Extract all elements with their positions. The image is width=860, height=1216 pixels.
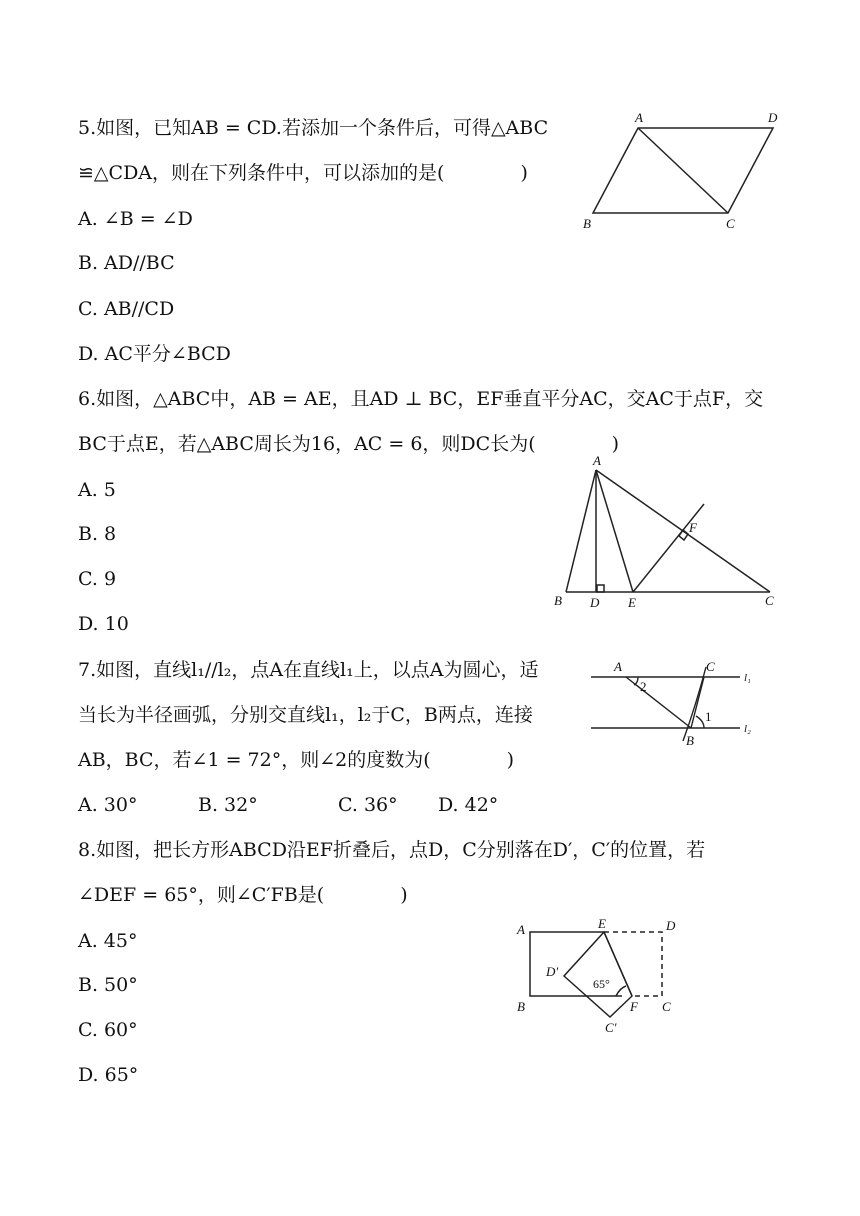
q8-label-d-prime: D′: [546, 964, 559, 979]
q5-diagonal-ac: [638, 128, 728, 213]
q8-stem-line2: ∠DEF = 65°，则∠C′FB是( ): [78, 884, 408, 906]
q7-arc: [683, 667, 706, 741]
q8-label-b: B: [517, 999, 525, 1014]
q7-label-a: A: [614, 659, 622, 674]
q6-triangle-figure: [548, 452, 783, 612]
q8-angle-mark: [616, 986, 626, 996]
q6-option-c[interactable]: C. 9: [78, 568, 117, 590]
q5-label-b: B: [583, 216, 591, 231]
q7-option-d[interactable]: D. 42°: [438, 794, 499, 816]
q8-stem-line1: 8.如图，把长方形ABCD沿EF折叠后，点D，C分别落在D′，C′的位置，若: [78, 839, 706, 861]
q8-folded-rectangle-figure: [512, 914, 687, 1049]
q7-label-2: 2: [640, 679, 647, 694]
q6-stem-line1: 6.如图，△ABC中，AB = AE，且AD ⊥ BC，EF垂直平分AC，交AC于点F，交: [78, 388, 764, 410]
q7-angle-1-mark: [696, 716, 704, 728]
q5-parallelogram-figure: [578, 108, 788, 233]
q6-option-d[interactable]: D. 10: [78, 613, 129, 635]
q7-option-c[interactable]: C. 36°: [338, 794, 398, 816]
q8-option-b[interactable]: B. 50°: [78, 974, 138, 996]
q7-label-b: B: [686, 733, 694, 745]
q6-stem-line2: BC于点E，若△ABC周长为16，AC = 6，则DC长为( ): [78, 433, 620, 455]
q7-stem-line3: AB，BC，若∠1 = 72°，则∠2的度数为( ): [78, 749, 515, 771]
q6-label-e: E: [628, 595, 636, 610]
q8-label-c: C: [662, 999, 671, 1014]
q7-segment-bc: [691, 677, 704, 728]
q5-label-d: D: [768, 110, 778, 125]
q8-label-65deg: 65°: [593, 977, 610, 991]
q7-stem-line2: 当长为半径画弧，分别交直线l₁，l₂于C，B两点，连接: [78, 704, 533, 726]
q6-option-b[interactable]: B. 8: [78, 523, 117, 545]
q7-option-a[interactable]: A. 30°: [78, 794, 138, 816]
q6-label-c: C: [765, 593, 774, 608]
q5-option-b[interactable]: B. AD//BC: [78, 252, 175, 274]
q8-label-a: A: [517, 922, 525, 937]
q8-dashed-right-part: [604, 932, 662, 996]
q5-option-c[interactable]: C. AB//CD: [78, 298, 175, 320]
q7-label-c: C: [706, 659, 715, 674]
q6-label-d: D: [590, 595, 600, 610]
q7-options-row: [78, 792, 498, 818]
q6-segment-ae: [596, 470, 633, 592]
q6-label-b: B: [554, 593, 562, 608]
q8-label-e: E: [598, 916, 606, 931]
q7-label-1: 1: [705, 709, 712, 724]
q7-stem-line1: 7.如图，直线l₁//l₂，点A在直线l₁上，以点A为圆心，适: [78, 659, 539, 681]
q5-option-d[interactable]: D. AC平分∠BCD: [78, 343, 231, 365]
q7-option-b[interactable]: B. 32°: [198, 794, 258, 816]
q8-option-a[interactable]: A. 45°: [78, 930, 138, 952]
q6-option-a[interactable]: A. 5: [78, 479, 116, 501]
q5-stem-line1: 5.如图，已知AB = CD.若添加一个条件后，可得△ABC: [78, 117, 549, 139]
q8-option-d[interactable]: D. 65°: [78, 1064, 139, 1086]
q8-label-c-prime: C′: [605, 1020, 617, 1035]
q7-label-l2: l₂: [744, 723, 751, 735]
q8-label-f: F: [630, 999, 638, 1014]
q6-right-angle-d: [597, 585, 604, 592]
q6-label-f: F: [689, 520, 697, 535]
q8-label-d: D: [666, 918, 676, 933]
q7-parallel-lines-figure: [588, 655, 760, 745]
q6-side-ab: [566, 470, 596, 592]
q5-label-a: A: [635, 110, 643, 125]
q6-bisector-ef: [633, 504, 704, 592]
q5-option-a[interactable]: A. ∠B = ∠D: [78, 208, 193, 230]
q6-label-a: A: [593, 453, 601, 468]
q5-label-c: C: [726, 216, 735, 231]
q7-label-l1: l₁: [744, 672, 751, 684]
q5-stem-line2: ≌△CDA，则在下列条件中，可以添加的是( ): [78, 162, 528, 184]
q8-option-c[interactable]: C. 60°: [78, 1019, 138, 1041]
